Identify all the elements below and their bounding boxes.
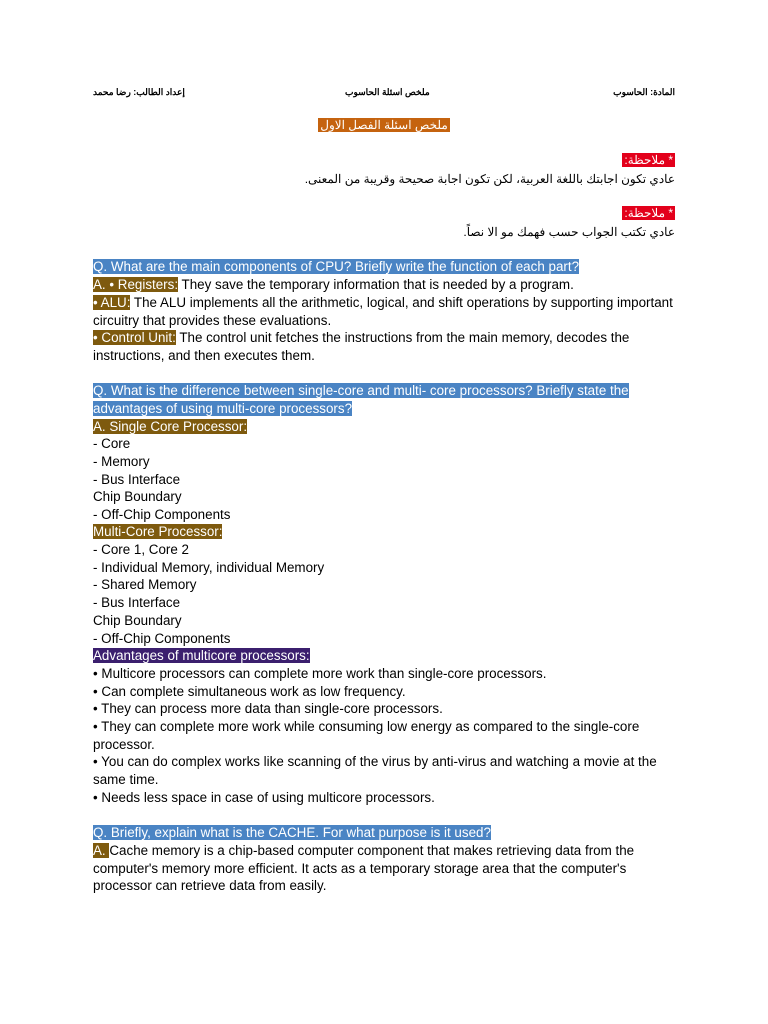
note-1-label: * ملاحظة: (624, 153, 673, 167)
q2-question: Q. What is the difference between single-core and multi- core processors? Briefly state the advantages of using multi-core processors? (93, 383, 629, 416)
note-2-label: * ملاحظة: (624, 206, 673, 220)
list-item: - Bus Interface (93, 595, 181, 610)
list-item: - Memory (93, 454, 150, 469)
note-2-text: عادي تكتب الجواب حسب فهمك مو الا نصاً. (463, 225, 675, 239)
list-item: Chip Boundary (93, 613, 182, 628)
header-prepared-by: إعداد الطالب: رضا محمد (93, 87, 185, 97)
list-item: • Needs less space in case of using multicore processors. (93, 790, 435, 805)
q3-question: Q. Briefly, explain what is the CACHE. For what purpose is it used? (93, 825, 491, 840)
list-item: - Core (93, 436, 131, 451)
list-item: • They can process more data than single-core processors. (93, 701, 443, 716)
q2-question-block (93, 382, 675, 417)
list-item: - Shared Memory (93, 577, 197, 592)
q1-alu-text: The ALU implements all the arithmetic, logical, and shift operations by supporting important circuitry that provides these evaluations. (93, 295, 673, 328)
list-item: - Individual Memory, individual Memory (93, 560, 325, 575)
list-item: - Off-Chip Components (93, 507, 231, 522)
q1-alu-label: • ALU: (93, 295, 131, 310)
list-item: • They can complete more work while consuming low energy as compared to the single-core processor. (93, 719, 640, 752)
q2-adv-label: Advantages of multicore processors: (93, 648, 310, 663)
q2-adv-line (93, 647, 310, 665)
q2-multi-line (93, 523, 222, 541)
q1-registers-label: A. • Registers: (93, 277, 179, 292)
header-subject: المادة: الحاسوب (613, 87, 675, 97)
list-item: • Multicore processors can complete more work than single-core processors. (93, 666, 547, 681)
q1-cu-block (93, 329, 675, 364)
header-doc-title: ملخص اسئلة الحاسوب (345, 87, 430, 97)
q1-registers-text: They save the temporary information that is needed by a program. (178, 277, 574, 292)
q3-answer-block (93, 842, 675, 895)
section-title-wrap (93, 117, 675, 133)
list-item: - Off-Chip Components (93, 631, 231, 646)
q1-cu-text: The control unit fetches the instructions from the main memory, decodes the instructions, and then executes them. (93, 330, 630, 363)
q3-answer-label: A. (93, 843, 110, 858)
list-item: • Can complete simultaneous work as low frequency. (93, 684, 406, 699)
list-item: • You can do complex works like scanning of the virus by anti-virus and watching a movie at the same time. (93, 754, 657, 787)
q3-line (93, 824, 491, 842)
list-item: - Core 1, Core 2 (93, 542, 190, 557)
note-2-label-line (622, 205, 675, 221)
section-title: ملخص اسئلة الفصل الاول (320, 118, 448, 132)
q2-single-label: A. Single Core Processor: (93, 419, 248, 434)
list-item: Chip Boundary (93, 489, 182, 504)
q1-question: Q. What are the main components of CPU? Briefly write the function of each part? (93, 259, 580, 274)
q2-multi-label: Multi-Core Processor: (93, 524, 223, 539)
list-item: - Bus Interface (93, 472, 181, 487)
q2-single-line (93, 418, 247, 436)
q1-line (93, 258, 579, 276)
q3-answer-text: Cache memory is a chip-based computer component that makes retrieving data from the computer's memory more efficient. It acts as a temporary storage area that the computer's processor can retrieve data from easily. (93, 843, 635, 894)
note-1-label-line (622, 152, 675, 168)
note-1-text: عادي تكون اجابتك باللغة العربية، لكن تكون اجابة صحيحة وقريبة من المعنى. (304, 172, 675, 186)
q1-cu-label: • Control Unit: (93, 330, 176, 345)
q1-registers-line (93, 276, 574, 294)
q1-alu-block (93, 294, 675, 329)
